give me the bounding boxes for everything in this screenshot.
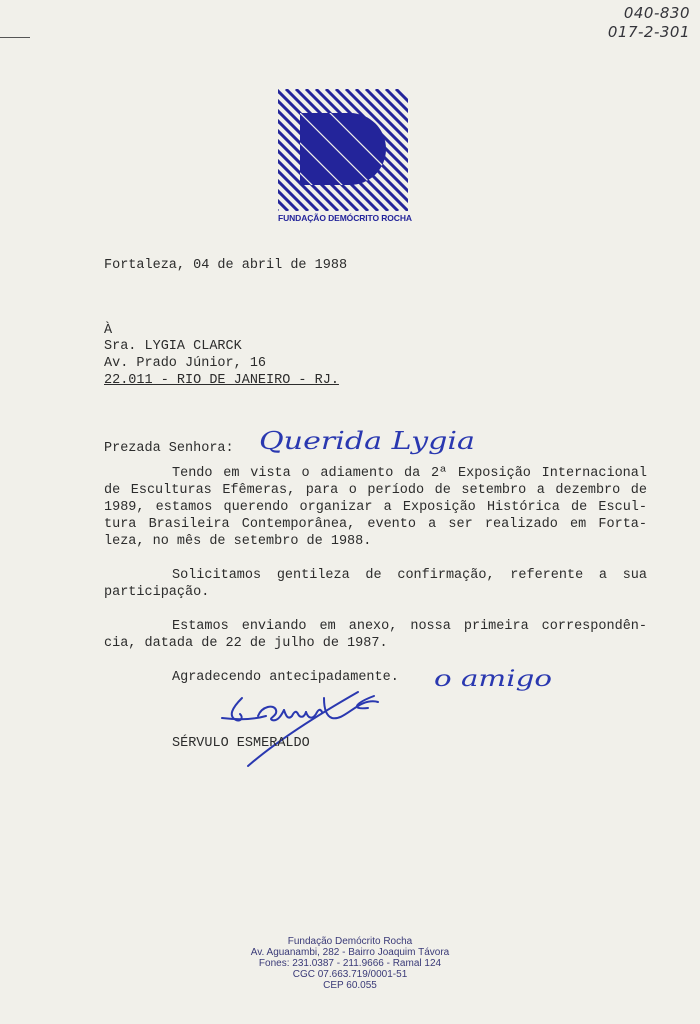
archive-code-stamp [570,4,690,42]
footer-line: CEP 60.055 [323,980,377,991]
address-line: À [104,323,113,338]
paragraph-line: participação. [104,585,210,600]
letterhead-footer [200,936,500,991]
paragraph-2 [104,567,647,601]
letterhead-logo [278,89,412,223]
paragraph-1 [104,465,647,550]
paragraph-line: de Esculturas Efêmeras, para o período de setembro a dezembro de [104,483,647,498]
address-line: Sra. LYGIA CLARCK [104,339,242,354]
handwritten-greeting [255,423,485,463]
handwritten-greeting-text: Querida Lygia [259,427,475,455]
salutation: Prezada Senhora: [104,441,234,456]
address-line: Av. Prado Júnior, 16 [104,356,267,371]
paragraph-3 [104,618,647,652]
signer-name: SÉRVULO ESMERALDO [172,736,310,751]
address-line: 22.011 - RIO DE JANEIRO - RJ. [104,373,339,388]
handwritten-signature-icon [218,688,398,770]
archive-code: 040-830 [623,4,690,22]
paragraph-line: Tendo em vista o adiamento da 2ª Exposição Internacional [172,466,647,481]
closing-line: Agradecendo antecipadamente. [172,670,399,685]
paragraph-line: cia, datada de 22 de julho de 1987. [104,636,388,651]
fdr-striped-d-logo-icon [278,89,408,211]
archive-code: 017-2-301 [607,23,690,41]
foundation-name: FUNDAÇÃO DEMÓCRITO ROCHA [278,213,412,223]
footer-line: Av. Aguanambi, 282 - Bairro Joaquim Távora [250,947,450,958]
footer-line: CGC 07.663.719/0001-51 [292,969,408,980]
place-date: Fortaleza, 04 de abril de 1988 [104,258,348,273]
paragraph-line: leza, no mês de setembro de 1988. [104,534,372,549]
handwritten-closing-note-text: o amigo [434,667,552,692]
paragraph-line: Solicitamos gentileza de confirmação, referente a sua [172,568,647,583]
paragraph-line: 1989, estamos querendo organizar a Exposição Histórica de Escul- [104,500,647,515]
handwritten-closing-note [430,662,560,698]
footer-line: Fones: 231.0387 - 211.9666 - Ramal 124 [258,958,442,969]
footer-line: Fundação Demócrito Rocha [287,936,413,947]
pencil-mark-icon [0,36,30,39]
paragraph-line: Estamos enviando em anexo, nossa primeira correspondên- [172,619,647,634]
paragraph-line: tura Brasileira Contemporânea, evento a ser realizado em Forta- [104,517,647,532]
